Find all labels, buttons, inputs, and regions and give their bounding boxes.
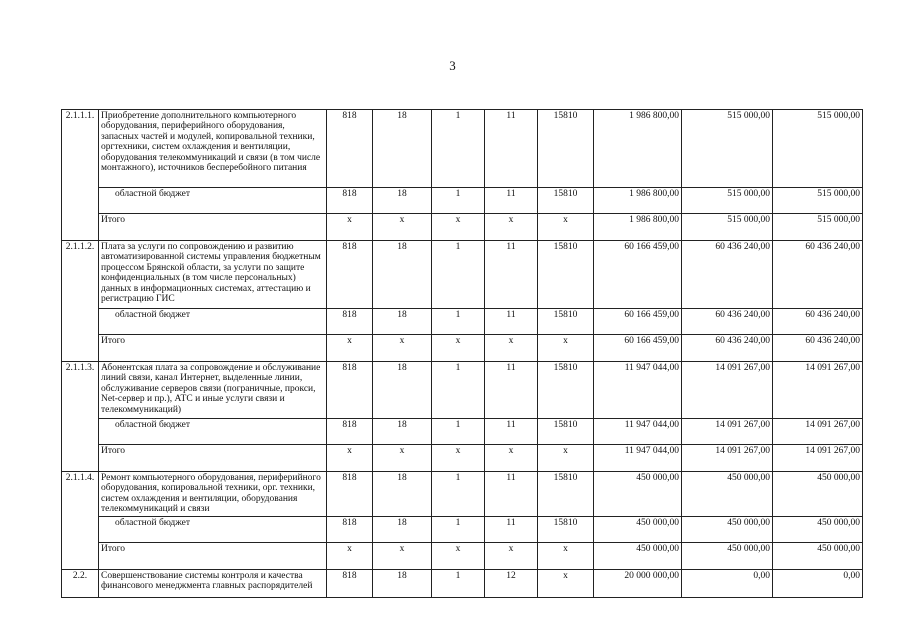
amount-cell: 60 166 459,00 [594,309,682,335]
amount-cell: 14 091 267,00 [682,419,773,445]
amount-cell: 1 986 800,00 [594,188,682,214]
code-cell: 15810 [538,419,594,445]
table-row [62,472,863,517]
code-cell: 818 [327,472,373,517]
code-cell: 1 [432,517,485,543]
code-cell: x [485,335,538,362]
item-total: Итого [99,335,327,362]
code-cell: 18 [373,362,432,419]
amount-cell: 515 000,00 [773,110,863,188]
amount-cell: 450 000,00 [682,472,773,517]
amount-cell: 450 000,00 [773,472,863,517]
item-source: областной бюджет [99,517,327,543]
code-cell: 18 [373,241,432,309]
table-row [62,517,863,543]
item-description: Плата за услуги по сопровождению и развитию автоматизированной системы управления бюджетным процессом Брянской области, за услуги по защите конфиденциальных (в том числе персональных) данных в информационных системах, аттестацию и регистрацию ГИС [99,241,327,309]
code-cell: 818 [327,570,373,598]
table-row [62,241,863,309]
code-cell: x [432,445,485,472]
code-cell: 18 [373,110,432,188]
amount-cell: 11 947 044,00 [594,419,682,445]
item-number: 2.1.1.1. [62,110,99,241]
code-cell: 1 [432,362,485,419]
amount-cell: 515 000,00 [682,188,773,214]
amount-cell: 450 000,00 [773,543,863,570]
amount-cell: 0,00 [682,570,773,598]
code-cell: x [538,445,594,472]
code-cell: 818 [327,188,373,214]
page-number: 3 [449,58,456,73]
table-row [62,214,863,241]
code-cell: x [373,445,432,472]
code-cell: 11 [485,517,538,543]
code-cell: 818 [327,241,373,309]
amount-cell: 20 000 000,00 [594,570,682,598]
table-row [62,110,863,188]
amount-cell: 14 091 267,00 [773,362,863,419]
item-total: Итого [99,543,327,570]
item-source: областной бюджет [99,419,327,445]
code-cell: 18 [373,419,432,445]
code-cell: x [432,335,485,362]
table-row [62,335,863,362]
code-cell: 818 [327,309,373,335]
amount-cell: 450 000,00 [773,517,863,543]
code-cell: 18 [373,188,432,214]
table-row [62,543,863,570]
code-cell: 15810 [538,472,594,517]
code-cell: 818 [327,362,373,419]
item-total: Итого [99,214,327,241]
amount-cell: 450 000,00 [594,543,682,570]
code-cell: x [327,543,373,570]
table-row [62,309,863,335]
code-cell: 15810 [538,517,594,543]
table-row [62,362,863,419]
code-cell: x [327,214,373,241]
code-cell: 818 [327,110,373,188]
code-cell: 1 [432,472,485,517]
amount-cell: 11 947 044,00 [594,362,682,419]
amount-cell: 14 091 267,00 [773,445,863,472]
table-row [62,419,863,445]
amount-cell: 60 166 459,00 [594,241,682,309]
code-cell: x [538,570,594,598]
code-cell: x [327,445,373,472]
amount-cell: 450 000,00 [594,472,682,517]
amount-cell: 60 436 240,00 [773,309,863,335]
item-number: 2.2. [62,570,99,598]
code-cell: x [538,214,594,241]
code-cell: x [485,445,538,472]
code-cell: x [327,335,373,362]
code-cell: 18 [373,309,432,335]
code-cell: 1 [432,570,485,598]
code-cell: 11 [485,241,538,309]
item-number: 2.1.1.2. [62,241,99,362]
amount-cell: 515 000,00 [682,214,773,241]
code-cell: 1 [432,110,485,188]
code-cell: x [485,543,538,570]
code-cell: x [485,214,538,241]
code-cell: 18 [373,570,432,598]
amount-cell: 450 000,00 [682,543,773,570]
amount-cell: 60 436 240,00 [682,335,773,362]
amount-cell: 14 091 267,00 [682,445,773,472]
code-cell: x [538,335,594,362]
amount-cell: 1 986 800,00 [594,214,682,241]
code-cell: 818 [327,517,373,543]
code-cell: x [373,214,432,241]
amount-cell: 515 000,00 [682,110,773,188]
amount-cell: 515 000,00 [773,188,863,214]
item-description: Абонентская плата за сопровождение и обслуживание линий связи, канал Интернет, выделенные линии, обслуживание серверов связи (пограничные, прокси, Net-сервер и пр.), АТС и иные услуги связи и телекоммуникаций) [99,362,327,419]
code-cell: 11 [485,110,538,188]
item-description: Совершенствование системы контроля и качества финансового менеджмента главных распорядителей [99,570,327,598]
amount-cell: 60 436 240,00 [773,241,863,309]
code-cell: 11 [485,188,538,214]
table-row [62,445,863,472]
code-cell: 11 [485,362,538,419]
code-cell: 1 [432,419,485,445]
item-total: Итого [99,445,327,472]
item-description: Ремонт компьютерного оборудования, периферийного оборудования, копировальной техники, орг. техники, систем охлаждения и вентиляции, оборудования телекоммуникаций и связи [99,472,327,517]
code-cell: 818 [327,419,373,445]
code-cell: x [373,543,432,570]
amount-cell: 60 166 459,00 [594,335,682,362]
code-cell: 12 [485,570,538,598]
code-cell: 11 [485,472,538,517]
code-cell: 11 [485,419,538,445]
code-cell: 15810 [538,241,594,309]
item-number: 2.1.1.3. [62,362,99,472]
amount-cell: 14 091 267,00 [773,419,863,445]
amount-cell: 60 436 240,00 [682,309,773,335]
table-row [62,188,863,214]
code-cell: x [538,543,594,570]
amount-cell: 515 000,00 [773,214,863,241]
budget-table [61,109,863,598]
amount-cell: 450 000,00 [594,517,682,543]
amount-cell: 11 947 044,00 [594,445,682,472]
code-cell: 15810 [538,188,594,214]
code-cell: 15810 [538,309,594,335]
amount-cell: 1 986 800,00 [594,110,682,188]
code-cell: 1 [432,241,485,309]
code-cell: 15810 [538,362,594,419]
item-source: областной бюджет [99,188,327,214]
code-cell: x [432,543,485,570]
code-cell: x [432,214,485,241]
code-cell: 1 [432,309,485,335]
item-source: областной бюджет [99,309,327,335]
item-number: 2.1.1.4. [62,472,99,570]
amount-cell: 14 091 267,00 [682,362,773,419]
amount-cell: 450 000,00 [682,517,773,543]
code-cell: 18 [373,517,432,543]
code-cell: 18 [373,472,432,517]
code-cell: 1 [432,188,485,214]
item-description: Приобретение дополнительного компьютерного оборудования, периферийного оборудования, запасных частей и модулей, копировальной техники, оргтехники, систем охлаждения и вентиляции, оборудования телекоммуникаций и связи (в том числе монтажного), источников бесперебойного питания [99,110,327,188]
amount-cell: 0,00 [773,570,863,598]
amount-cell: 60 436 240,00 [682,241,773,309]
code-cell: 15810 [538,110,594,188]
code-cell: x [373,335,432,362]
amount-cell: 60 436 240,00 [773,335,863,362]
table-row [62,570,863,598]
code-cell: 11 [485,309,538,335]
